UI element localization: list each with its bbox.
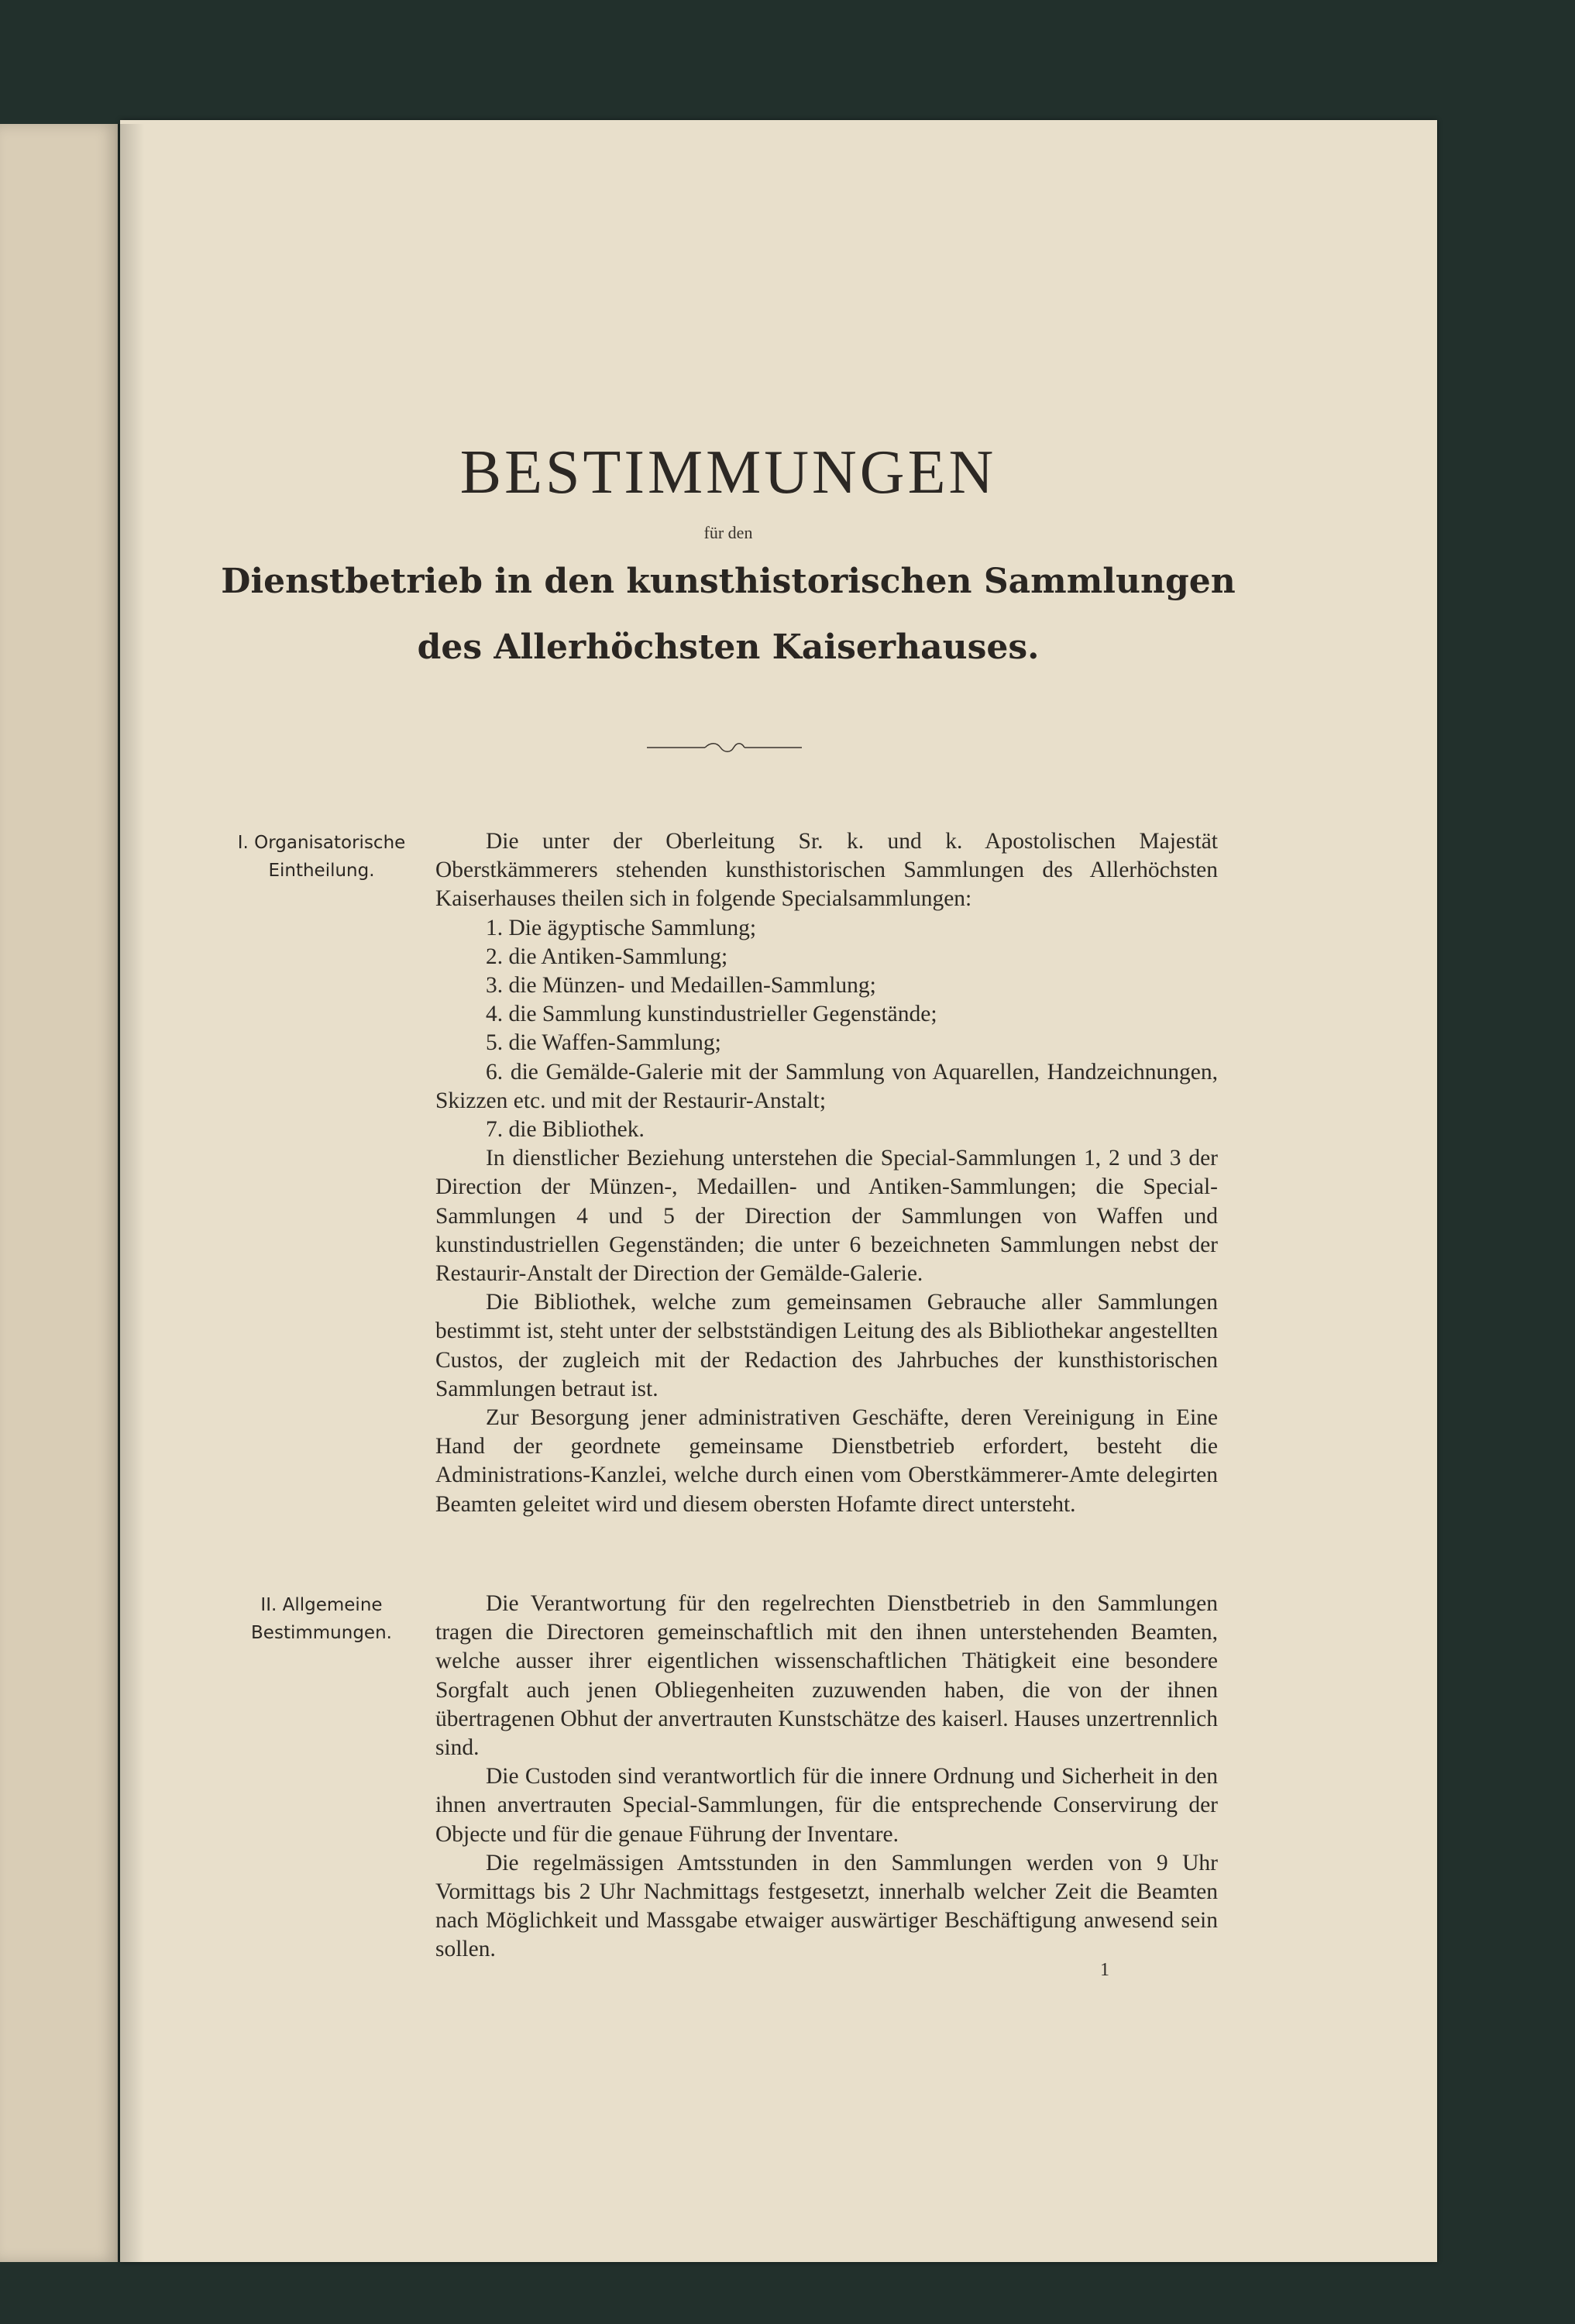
paragraph: In dienstlicher Beziehung unterstehen die Special-Sammlungen 1, 2 und 3 der Direction der Münzen-, Medaillen- und Antiken-Sammlungen; die Special-Sammlungen 4 und 5 der Direction der Sammlungen von Waffen und kunstindustriellen Gegenständen; die unter 6 bezeichneten Sammlungen nebst der Restaurir-Anstalt der Direction der Gemälde-Galerie. <box>435 1146 1218 1287</box>
list-item: 4. die Sammlung kunstindustrieller Gegenstände; <box>486 1002 937 1027</box>
list-item: 6. die Gemälde-Galerie mit der Sammlung von Aquarellen, Handzeichnungen, Skizzen etc. und mit der Restaurir-Anstalt; <box>435 1059 1218 1113</box>
list-item: 1. Die ägyptische Sammlung; <box>486 915 757 940</box>
paragraph: Die unter der Oberleitung Sr. k. und k. Apostolischen Majestät Oberstkämmerers stehenden kunsthistorischen Sammlungen des Allerhöchsten Kaiserhauses theilen sich in folgende Specialsammlungen: <box>435 829 1218 912</box>
page-number: 1 <box>1100 1960 1109 1980</box>
section-1-body <box>435 827 1218 1519</box>
document-heading-line-2: des Allerhöchsten Kaiserhauses. <box>417 627 1040 667</box>
paragraph: Die Bibliothek, welche zum gemeinsamen Gebrauche aller Sammlungen bestimmt ist, steht unter der selbstständigen Leitung des als Bibliothekar angestellten Custos, der zugleich mit der Redaction des Jahrbuches der kunsthistorischen Sammlungen betraut ist. <box>435 1290 1218 1401</box>
section-1-label-line-1: I. Organisatorische <box>237 833 406 853</box>
document-heading-line-1: Dienstbetrieb in den kunsthistorischen Sammlungen <box>221 562 1236 601</box>
paragraph: Die Custoden sind verantwortlich für die innere Ordnung und Sicherheit in den ihnen anvertrauten Special-Sammlungen, für die entsprechende Conservirung der Objecte und für die genaue Führung der Inventare. <box>435 1764 1218 1847</box>
section-1-label-line-2: Eintheilung. <box>268 861 375 881</box>
section-1-label <box>209 829 434 885</box>
paragraph: Die regelmässigen Amtsstunden in den Sammlungen werden von 9 Uhr Vormittags bis 2 Uhr Nachmittags festgesetzt, innerhalb welcher Zeit die Beamten nach Möglichkeit und Massgabe etwaiger auswärtiger Beschäftigung anwesend sein sollen. <box>435 1850 1218 1962</box>
section-2-label-line-1: II. Allgemeine <box>260 1595 383 1615</box>
section-2-label <box>209 1591 434 1647</box>
document-subtitle: für den <box>703 523 753 542</box>
paragraph: Zur Besorgung jener administrativen Geschäfte, deren Vereinigung in Eine Hand der geordnete gemeinsame Dienstbetrieb erfordert, besteht die Administrations-Kanzlei, welche durch einen vom Oberstkämmerer-Amte delegirten Beamten geleitet wird und diesem obersten Hofamte direct untersteht. <box>435 1405 1218 1517</box>
document-title: BESTIMMUNGEN <box>459 438 997 507</box>
list-item: 3. die Münzen- und Medaillen-Sammlung; <box>486 973 876 999</box>
list-item: 7. die Bibliothek. <box>486 1117 645 1143</box>
list-item: 2. die Antiken-Sammlung; <box>486 944 728 969</box>
section-2-label-line-2: Bestimmungen. <box>251 1623 392 1643</box>
section-2-body <box>435 1590 1218 1965</box>
ornament-divider-icon <box>647 740 802 755</box>
paragraph: Die Verantwortung für den regelrechten Dienstbetrieb in den Sammlungen tragen die Directoren gemeinschaftlich mit den ihnen unterstehenden Beamten, welche ausser ihrer eigentlichen wissenschaftlichen Thätigkeit eine besondere Sorgfalt auch jenen Obliegenheiten zuzuwenden haben, die von der ihnen übertragenen Obhut der anvertrauten Kunstschätze des kaiserl. Hauses unzertrennlich sind. <box>435 1591 1218 1761</box>
list-item: 5. die Waffen-Sammlung; <box>486 1030 721 1056</box>
